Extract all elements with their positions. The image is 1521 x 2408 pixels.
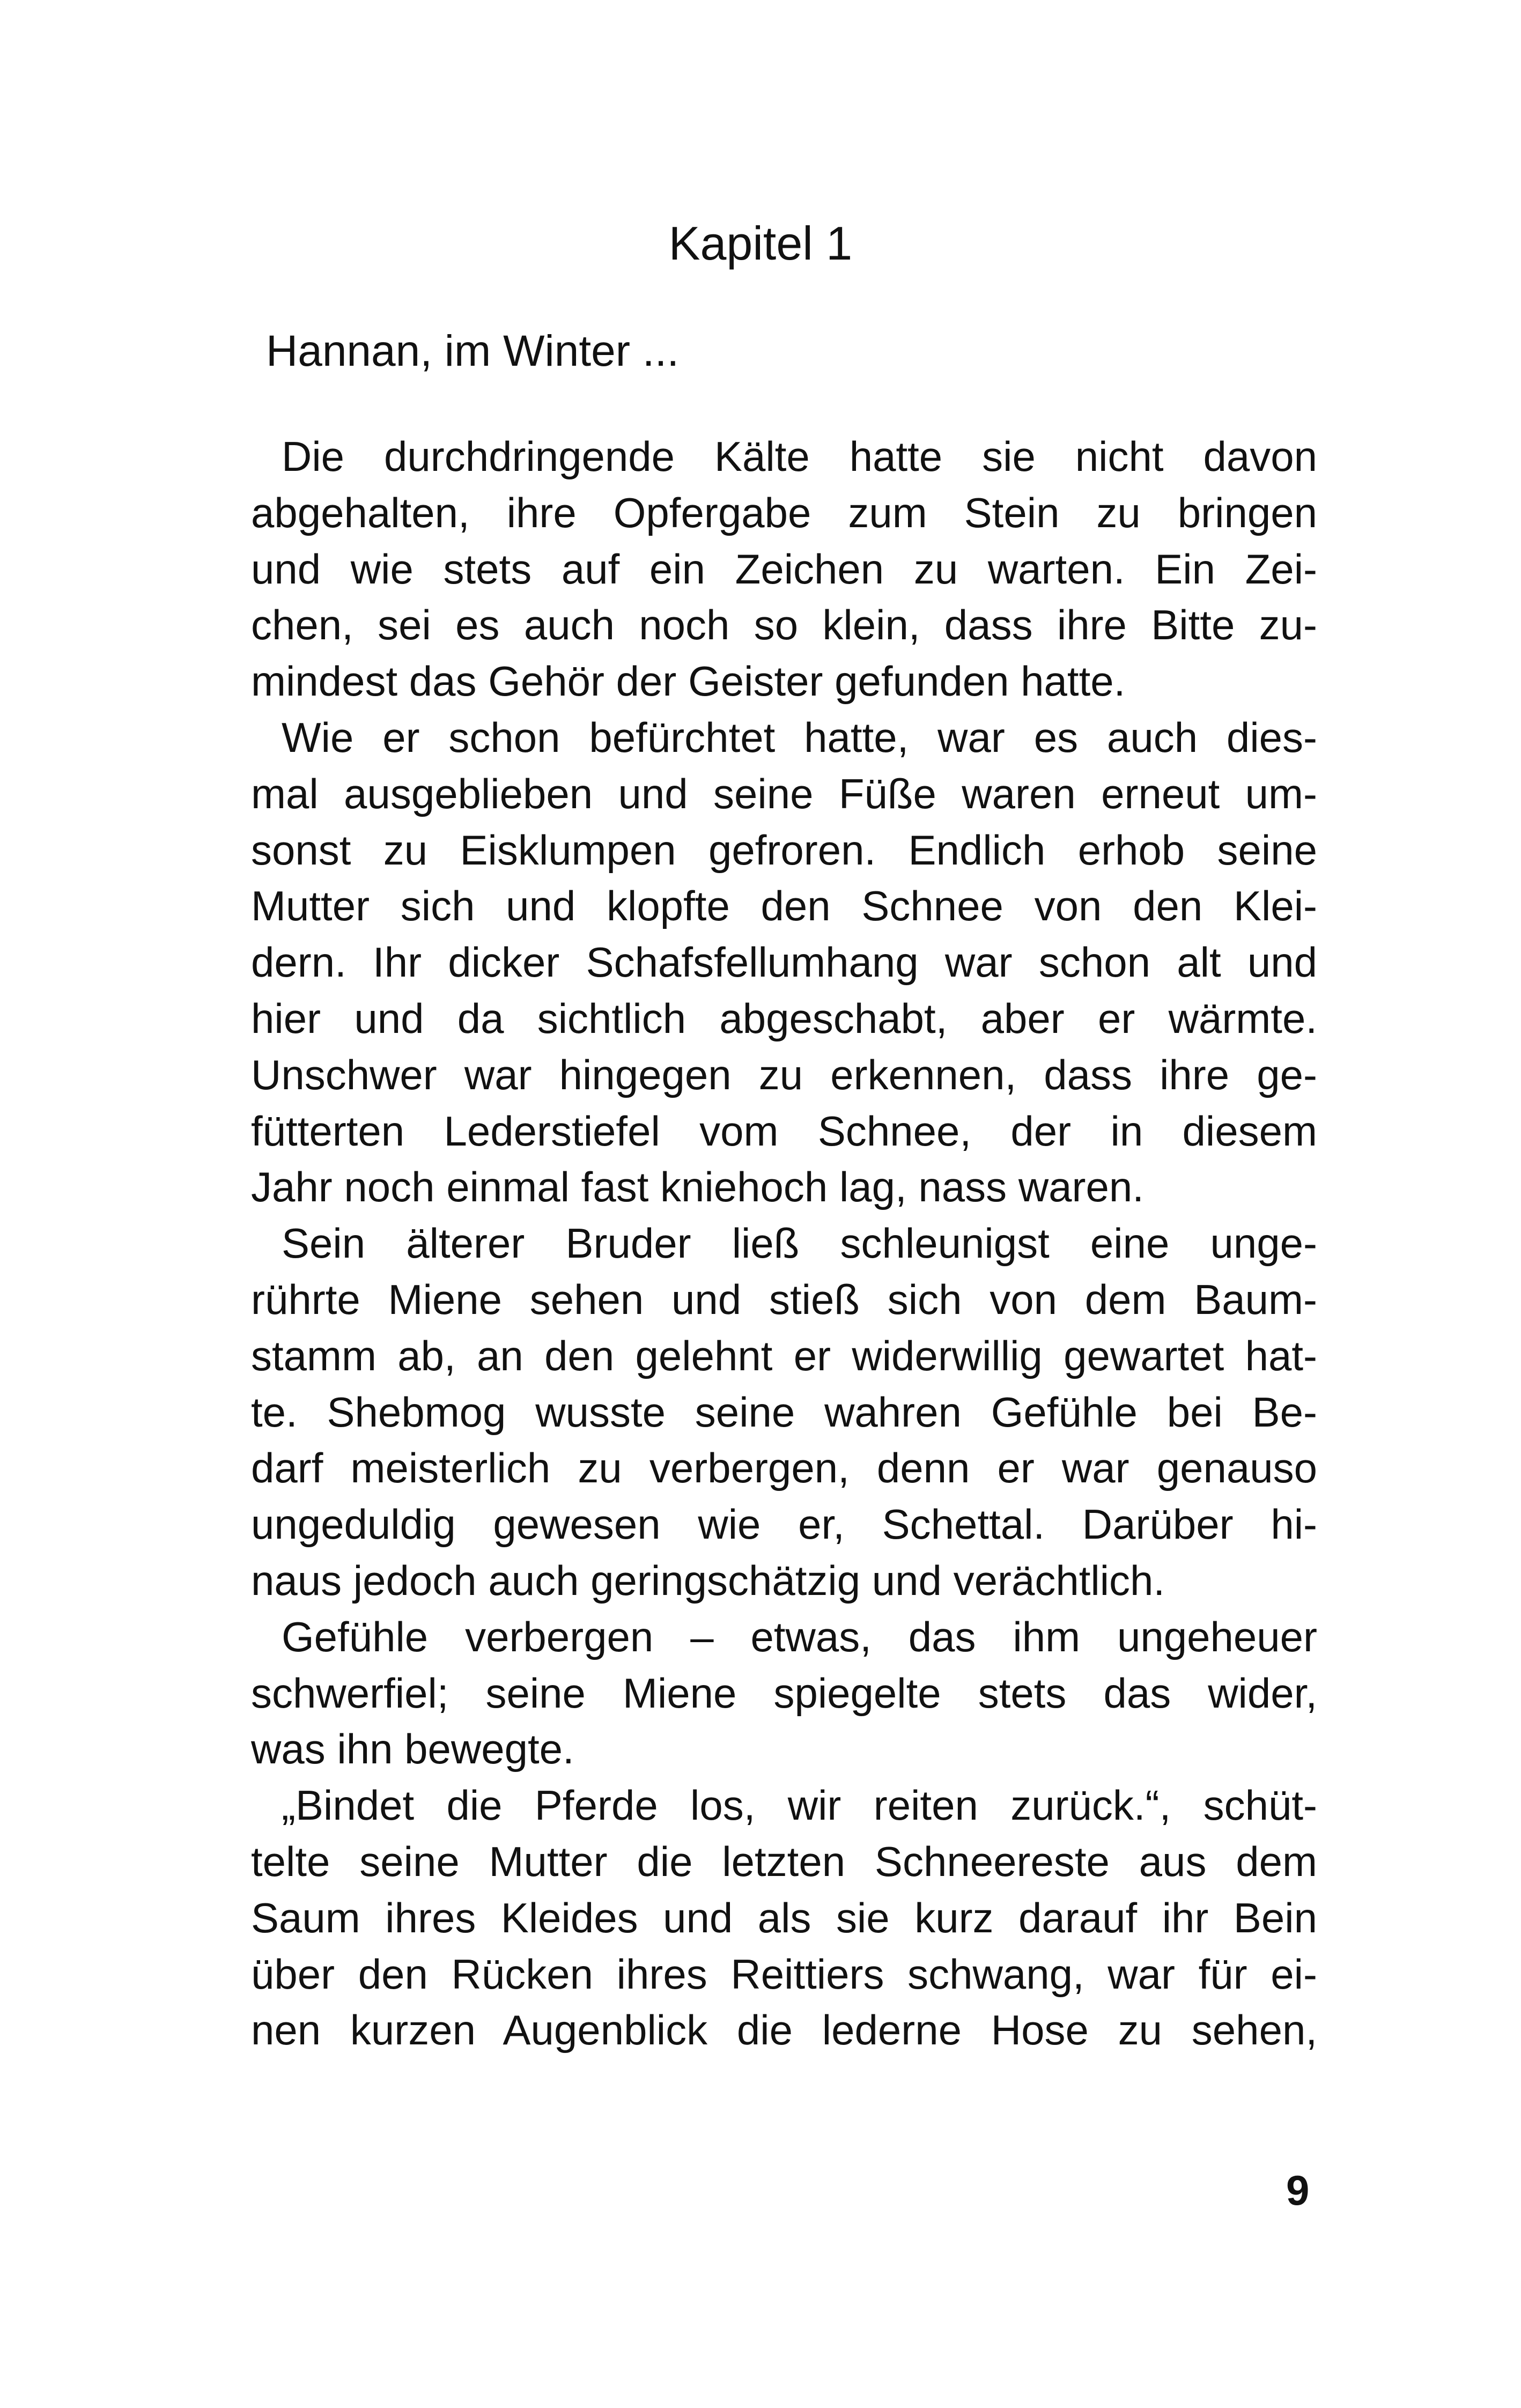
text-line: dern. Ihr dicker Schafsfellumhang war schon alt und: [251, 939, 1317, 986]
text-line: und wie stets auf ein Zeichen zu warten. Ein Zei-: [251, 545, 1317, 593]
text-line: „Bindet die Pferde los, wir reiten zurück.“, schüt-: [282, 1782, 1317, 1829]
chapter-subtitle: Hannan, im Winter ...: [266, 327, 680, 375]
page-number: 9: [1286, 2167, 1310, 2214]
body-text: [251, 429, 1317, 2058]
text-line: Saum ihres Kleides und als sie kurz darauf ihr Bein: [251, 1894, 1317, 1941]
text-line: fütterten Lederstiefel vom Schnee, der in diesem: [251, 1107, 1317, 1155]
text-line: stamm ab, an den gelehnt er widerwillig gewartet hat-: [251, 1332, 1317, 1379]
text-line: Mutter sich und klopfte den Schnee von den Klei-: [251, 882, 1317, 930]
text-line: rührte Miene sehen und stieß sich von dem Baum-: [251, 1275, 1317, 1323]
paragraph: [251, 1215, 1317, 1609]
text-line: ungeduldig gewesen wie er, Schettal. Darüber hi-: [251, 1501, 1317, 1548]
chapter-title: Kapitel 1: [668, 217, 853, 270]
paragraph: [251, 710, 1317, 1215]
text-line: abgehalten, ihre Opfergabe zum Stein zu bringen: [251, 489, 1317, 536]
text-line: was ihn bewegte.: [251, 1725, 574, 1773]
text-line: sonst zu Eisklumpen gefroren. Endlich erhob seine: [251, 826, 1317, 874]
text-line: Unschwer war hingegen zu erkennen, dass ihre ge-: [251, 1051, 1317, 1098]
text-line: hier und da sichtlich abgeschabt, aber er wärmte.: [251, 994, 1317, 1042]
text-line: mindest das Gehör der Geister gefunden hatte.: [251, 658, 1126, 705]
text-line: Jahr noch einmal fast kniehoch lag, nass waren.: [251, 1163, 1144, 1211]
text-line: nen kurzen Augenblick die lederne Hose zu sehen,: [251, 2006, 1317, 2054]
text-line: Gefühle verbergen – etwas, das ihm ungeheuer: [282, 1613, 1317, 1660]
paragraph: [251, 1609, 1317, 1777]
text-line: Sein älterer Bruder ließ schleunigst eine unge-: [282, 1220, 1317, 1267]
text-line: Wie er schon befürchtet hatte, war es auch dies-: [282, 713, 1317, 761]
text-line: naus jedoch auch geringschätzig und verächtlich.: [251, 1556, 1165, 1604]
paragraph: [251, 429, 1317, 710]
text-line: Die durchdringende Kälte hatte sie nicht davon: [282, 433, 1317, 480]
text-line: chen, sei es auch noch so klein, dass ihre Bitte zu-: [251, 601, 1317, 649]
text-line: mal ausgeblieben und seine Füße waren erneut um-: [251, 770, 1317, 817]
text-line: über den Rücken ihres Reittiers schwang, war für ei-: [251, 1950, 1317, 1998]
text-line: te. Shebmog wusste seine wahren Gefühle bei Be-: [251, 1388, 1317, 1436]
paragraph: [251, 1777, 1317, 2058]
text-line: telte seine Mutter die letzten Schneereste aus dem: [251, 1837, 1317, 1885]
text-line: darf meisterlich zu verbergen, denn er war genauso: [251, 1444, 1317, 1492]
text-line: schwerfiel; seine Miene spiegelte stets das wider,: [251, 1669, 1317, 1717]
